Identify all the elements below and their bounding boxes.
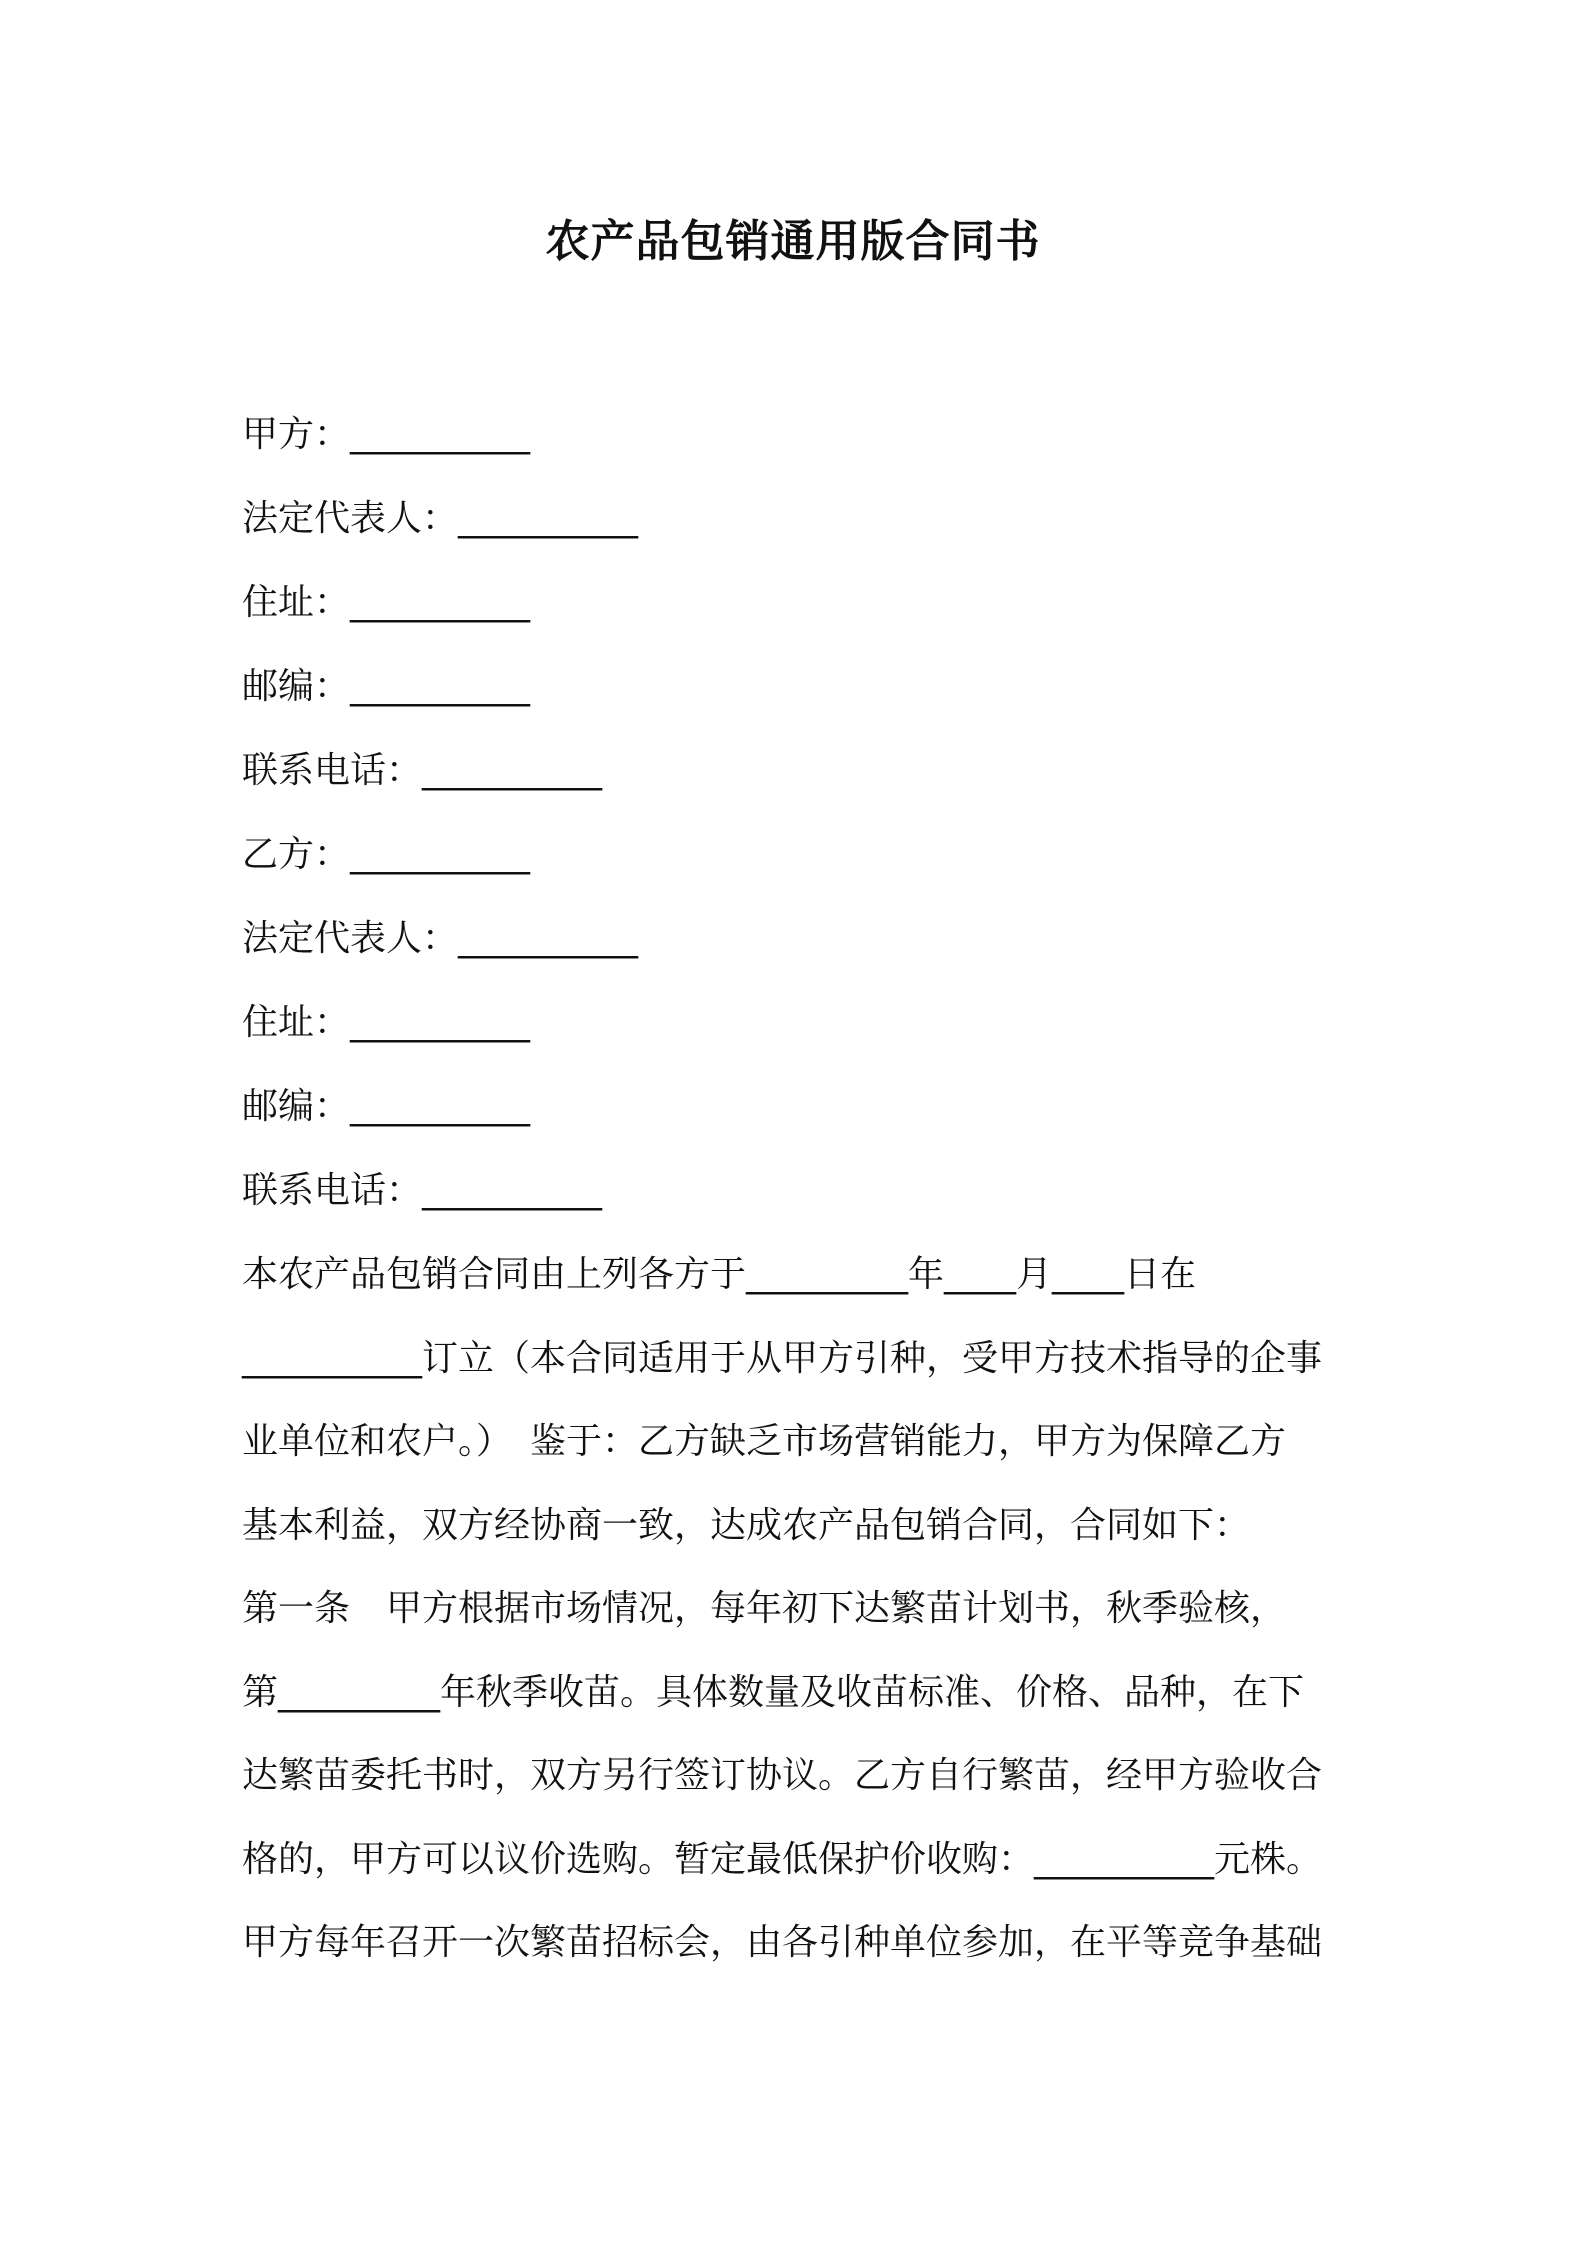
body-line: 基本利益，双方经协商一致，达成农产品包销合同，合同如下： (242, 1504, 1251, 1546)
body-line: __________订立（本合同适用于从甲方引种，受甲方技术指导的企事 (242, 1337, 1323, 1379)
party-a-phone-field: 联系电话：__________ (242, 750, 603, 791)
body-line: 第_________年秋季收苗。具体数量及收苗标准、价格、品种，在下 (242, 1671, 1305, 1713)
contract-body (242, 1250, 1362, 2002)
party-a-address-field: 住址：__________ (242, 582, 531, 623)
party-b-postcode-field: 邮编：__________ (242, 1086, 531, 1127)
party-a-postcode-field: 邮编：__________ (242, 666, 531, 707)
party-b-name-field: 乙方：__________ (242, 834, 531, 875)
body-line: 业单位和农户。） 鉴于：乙方缺乏市场营销能力，甲方为保障乙方 (242, 1421, 1287, 1462)
party-a-representative-field: 法定代表人：__________ (242, 498, 639, 539)
body-line: 本农产品包销合同由上列各方于_________年____月____日在 (242, 1254, 1197, 1295)
party-info-section (242, 410, 1392, 1250)
article-1-line: 第一条 甲方根据市场情况，每年初下达繁苗计划书，秋季验核， (242, 1588, 1287, 1629)
body-line: 格的，甲方可以议价选购。暂定最低保护价收购：__________元株。 (242, 1838, 1323, 1880)
party-b-address-field: 住址：__________ (242, 1002, 531, 1043)
body-line: 甲方每年召开一次繁苗招标会，由各引种单位参加，在平等竞争基础 (242, 1922, 1323, 1963)
party-b-phone-field: 联系电话：__________ (242, 1170, 603, 1211)
document-title: 农产品包销通用版合同书 (545, 216, 1041, 267)
body-line: 达繁苗委托书时，双方另行签订协议。乙方自行繁苗，经甲方验收合 (242, 1755, 1323, 1796)
party-a-name-field: 甲方：__________ (242, 414, 531, 455)
party-b-representative-field: 法定代表人：__________ (242, 918, 639, 959)
